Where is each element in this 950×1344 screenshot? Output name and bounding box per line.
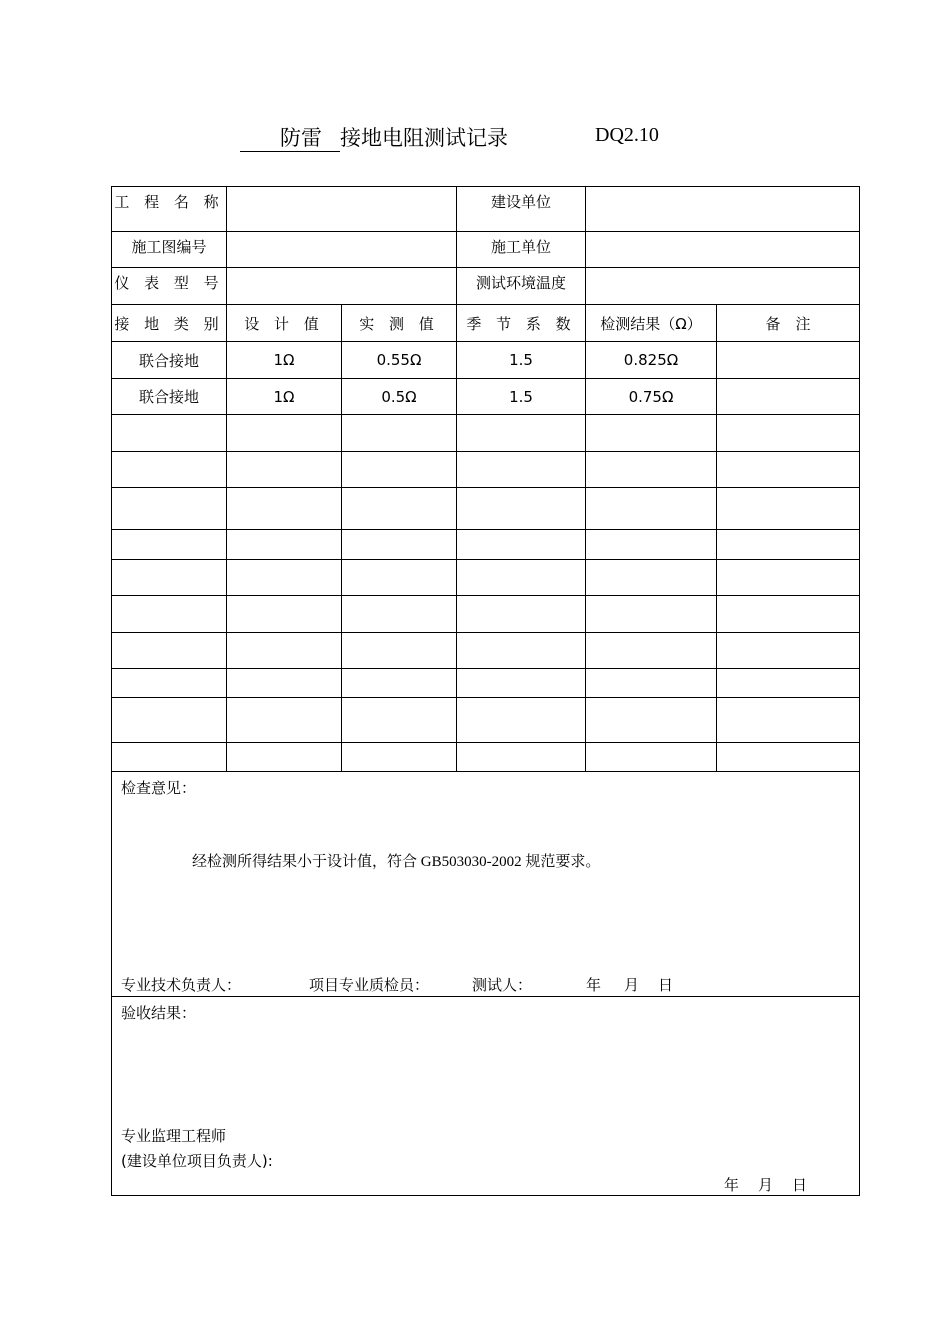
- empty-cell[interactable]: [227, 669, 342, 698]
- empty-cell[interactable]: [586, 743, 717, 772]
- qc-label: 项目专业质检员：: [309, 976, 430, 994]
- empty-cell[interactable]: [227, 698, 342, 743]
- table-row: [112, 379, 860, 415]
- measured-value-cell: 0.55Ω: [342, 342, 457, 379]
- empty-cell[interactable]: [457, 698, 586, 743]
- empty-cell[interactable]: [717, 530, 860, 560]
- column-header: 季 节 系 数: [457, 305, 586, 342]
- empty-cell[interactable]: [342, 669, 457, 698]
- instrument-model-label: 仪 表 型 号: [112, 268, 227, 305]
- ground-type-cell: 联合接地: [112, 342, 227, 379]
- builder-unit-value[interactable]: [586, 232, 860, 268]
- document-title: [240, 122, 659, 152]
- empty-cell[interactable]: [457, 596, 586, 633]
- inspection-label: 检查意见：: [121, 779, 197, 797]
- empty-cell[interactable]: [112, 488, 227, 530]
- test-record-table: [111, 186, 860, 1196]
- empty-cell[interactable]: [457, 488, 586, 530]
- empty-row: [112, 743, 860, 772]
- empty-cell[interactable]: [717, 596, 860, 633]
- construction-unit-value[interactable]: [586, 187, 860, 232]
- ground-type-cell: 联合接地: [112, 379, 227, 415]
- form-code: DQ2.10: [595, 124, 659, 146]
- title-main: 接地电阻测试记录: [340, 126, 508, 150]
- acceptance-section: [112, 997, 860, 1196]
- empty-row: [112, 633, 860, 669]
- empty-row: [112, 596, 860, 633]
- season-factor-cell: 1.5: [457, 379, 586, 415]
- inspection-text: 经检测所得结果小于设计值，符合 GB503030-2002 规范要求。: [192, 854, 601, 870]
- season-factor-cell: 1.5: [457, 342, 586, 379]
- construction-unit-label: 建设单位: [457, 187, 586, 232]
- empty-cell[interactable]: [112, 452, 227, 488]
- empty-cell[interactable]: [586, 415, 717, 452]
- note-cell[interactable]: [717, 379, 860, 415]
- empty-cell[interactable]: [717, 560, 860, 596]
- empty-cell[interactable]: [342, 415, 457, 452]
- empty-cell[interactable]: [112, 530, 227, 560]
- title-prefix: 防雷: [240, 125, 340, 152]
- empty-cell[interactable]: [227, 633, 342, 669]
- tech-lead-label: 专业技术负责人：: [121, 976, 242, 994]
- empty-cell[interactable]: [112, 698, 227, 743]
- empty-cell[interactable]: [457, 452, 586, 488]
- empty-cell[interactable]: [586, 560, 717, 596]
- builder-unit-label: 施工单位: [457, 232, 586, 268]
- empty-cell[interactable]: [342, 560, 457, 596]
- empty-cell[interactable]: [457, 530, 586, 560]
- empty-cell[interactable]: [717, 452, 860, 488]
- empty-cell[interactable]: [112, 669, 227, 698]
- empty-cell[interactable]: [586, 530, 717, 560]
- instrument-model-value[interactable]: [227, 268, 457, 305]
- empty-cell[interactable]: [227, 415, 342, 452]
- empty-cell[interactable]: [342, 698, 457, 743]
- acceptance-month: 月: [758, 1176, 774, 1194]
- supervision-engineer-label: 专业监理工程师: [121, 1127, 227, 1145]
- empty-cell[interactable]: [112, 743, 227, 772]
- drawing-number-label: 施工图编号: [112, 232, 227, 268]
- empty-cell[interactable]: [457, 743, 586, 772]
- env-temp-value[interactable]: [586, 268, 860, 305]
- empty-cell[interactable]: [586, 488, 717, 530]
- measured-value-cell: 0.5Ω: [342, 379, 457, 415]
- empty-cell[interactable]: [717, 633, 860, 669]
- empty-cell[interactable]: [342, 743, 457, 772]
- owner-lead-label: (建设单位项目负责人):: [121, 1152, 273, 1170]
- env-temp-label: 测试环境温度: [457, 268, 586, 305]
- column-header: 检测结果（Ω）: [586, 305, 717, 342]
- empty-row: [112, 669, 860, 698]
- note-cell[interactable]: [717, 342, 860, 379]
- empty-cell[interactable]: [227, 488, 342, 530]
- empty-cell[interactable]: [342, 452, 457, 488]
- empty-row: [112, 698, 860, 743]
- empty-cell[interactable]: [112, 633, 227, 669]
- empty-cell[interactable]: [342, 488, 457, 530]
- empty-cell[interactable]: [112, 415, 227, 452]
- design-value-cell: 1Ω: [227, 342, 342, 379]
- empty-cell[interactable]: [457, 415, 586, 452]
- inspection-section: [112, 772, 860, 997]
- empty-cell[interactable]: [227, 560, 342, 596]
- inspection-day: 日: [658, 976, 674, 994]
- acceptance-label: 验收结果：: [121, 1004, 197, 1022]
- empty-cell[interactable]: [586, 452, 717, 488]
- empty-cell[interactable]: [342, 596, 457, 633]
- acceptance-day: 日: [792, 1176, 808, 1194]
- empty-cell[interactable]: [227, 743, 342, 772]
- empty-cell[interactable]: [717, 488, 860, 530]
- column-header: 实 测 值: [342, 305, 457, 342]
- empty-row: [112, 560, 860, 596]
- result-cell: 0.825Ω: [586, 342, 717, 379]
- column-header: 设 计 值: [227, 305, 342, 342]
- project-name-label: 工 程 名 称: [112, 187, 227, 232]
- empty-cell[interactable]: [717, 743, 860, 772]
- empty-cell[interactable]: [717, 415, 860, 452]
- empty-cell[interactable]: [457, 560, 586, 596]
- empty-cell[interactable]: [586, 633, 717, 669]
- empty-cell[interactable]: [227, 452, 342, 488]
- empty-cell[interactable]: [112, 596, 227, 633]
- empty-cell[interactable]: [586, 698, 717, 743]
- empty-cell[interactable]: [717, 669, 860, 698]
- design-value-cell: 1Ω: [227, 379, 342, 415]
- empty-row: [112, 452, 860, 488]
- empty-cell[interactable]: [342, 633, 457, 669]
- empty-cell[interactable]: [227, 530, 342, 560]
- column-header: 接 地 类 别: [112, 305, 227, 342]
- empty-cell[interactable]: [457, 633, 586, 669]
- empty-row: [112, 415, 860, 452]
- table-row: [112, 342, 860, 379]
- inspection-month: 月: [624, 976, 640, 994]
- empty-cell[interactable]: [586, 669, 717, 698]
- tester-label: 测试人：: [472, 976, 533, 994]
- inspection-year: 年: [586, 976, 602, 994]
- empty-cell[interactable]: [457, 669, 586, 698]
- empty-row: [112, 488, 860, 530]
- empty-cell[interactable]: [717, 698, 860, 743]
- empty-cell[interactable]: [586, 596, 717, 633]
- acceptance-year: 年: [724, 1176, 740, 1194]
- project-name-value[interactable]: [227, 187, 457, 232]
- empty-cell[interactable]: [342, 530, 457, 560]
- empty-row: [112, 530, 860, 560]
- column-header: 备 注: [717, 305, 860, 342]
- result-cell: 0.75Ω: [586, 379, 717, 415]
- empty-cell[interactable]: [227, 596, 342, 633]
- drawing-number-value[interactable]: [227, 232, 457, 268]
- empty-cell[interactable]: [112, 560, 227, 596]
